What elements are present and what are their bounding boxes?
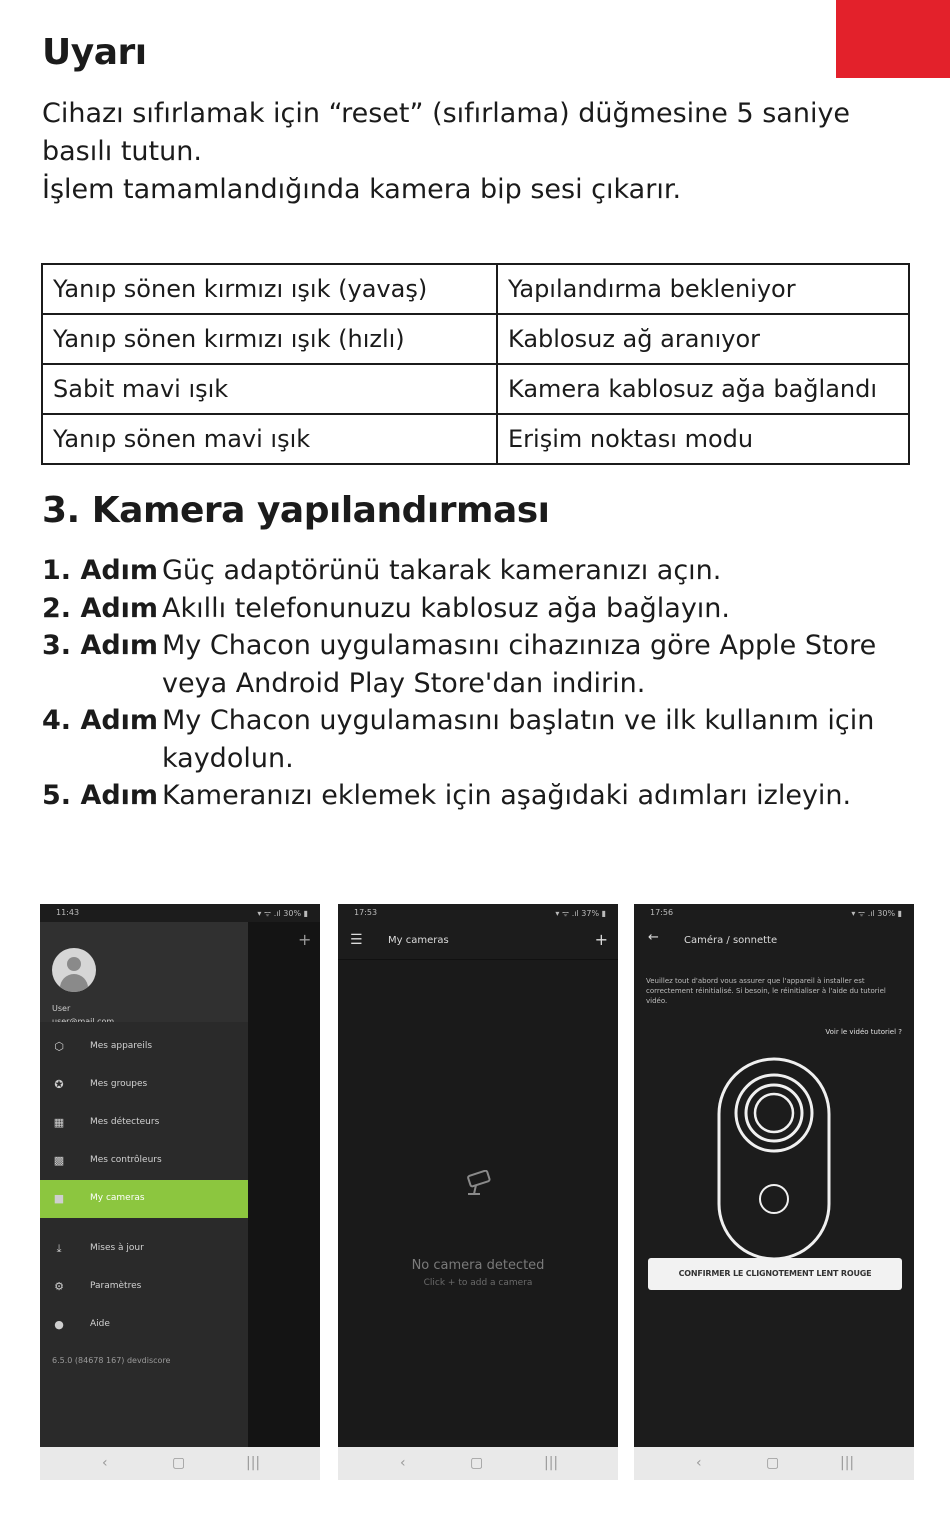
status-bar [40, 904, 320, 922]
steps-list [42, 552, 922, 815]
phone-screenshot-camera-setup [634, 904, 914, 1480]
table-row [42, 414, 909, 464]
detector-icon: ▦ [53, 1116, 65, 1129]
led-meaning-cell: Kablosuz ağ aranıyor [497, 314, 909, 364]
download-icon: ⤓ [56, 1242, 62, 1255]
menu-item-mises-a-jour[interactable] [40, 1230, 248, 1268]
intro-line-2: İşlem tamamlandığında kamera bip sesi çıkarır. [42, 174, 682, 205]
step-text: Güç adaptörünü takarak kameranızı açın. [162, 555, 722, 586]
step-text: Akıllı telefonunuzu kablosuz ağa bağlayın. [162, 592, 731, 624]
step-item [42, 552, 922, 590]
status-icons: ▾ ᯤ .ıl 30% ▮ [257, 909, 308, 918]
help-icon: ● [54, 1318, 64, 1331]
camera-icon: ■ [53, 1192, 65, 1205]
intro-line-1: Cihazı sıfırlamak için “reset” (sıfırlama) düğmesine 5 saniye basılı tutun. [42, 98, 851, 167]
step-label: 5. Adım [42, 780, 159, 811]
led-meaning-cell: Kamera kablosuz ağa bağlandı [497, 364, 909, 414]
android-navbar [40, 1447, 320, 1480]
menu-item-aide[interactable] [40, 1306, 248, 1344]
warning-title: Uyarı [42, 32, 147, 73]
status-icons: ▾ ᯤ .ıl 37% ▮ [555, 909, 606, 918]
table-row [42, 364, 909, 414]
step-text: Kameranızı eklemek için aşağıdaki adımları izleyin. [162, 780, 852, 811]
status-bar [338, 904, 618, 922]
menu-item-label: Mises à jour [90, 1243, 144, 1253]
phone-screenshot-my-cameras [338, 904, 618, 1480]
menu-item-label: Mes détecteurs [90, 1117, 160, 1127]
confirm-slow-red-blink-button[interactable]: CONFIRMER LE CLIGNOTEMENT LENT ROUGE [648, 1258, 902, 1290]
back-nav-icon[interactable]: ‹ [102, 1455, 108, 1471]
menu-item-label: Mes contrôleurs [90, 1155, 162, 1165]
step-label: 2. Adım [42, 592, 159, 624]
avatar [52, 948, 96, 992]
app-bar-title: My cameras [388, 935, 449, 946]
drawer-menu [40, 1022, 248, 1447]
menu-item-mes-appareils[interactable] [40, 1028, 248, 1066]
controller-icon: ▩ [53, 1154, 65, 1167]
led-light-cell: Yanıp sönen mavi ışık [42, 414, 497, 464]
menu-item-label: Aide [90, 1319, 110, 1329]
step-item [42, 590, 922, 628]
menu-item-my-cameras[interactable] [40, 1180, 248, 1218]
back-nav-icon[interactable]: ‹ [696, 1455, 702, 1471]
android-navbar [338, 1447, 618, 1480]
step-label: 1. Adım [42, 555, 159, 586]
led-status-table [41, 263, 910, 465]
doorbell-illustration [716, 1056, 832, 1262]
step-label: 4. Adım [42, 705, 159, 736]
home-nav-icon[interactable]: ▢ [766, 1455, 780, 1471]
step-label: 3. Adım [42, 630, 159, 661]
empty-state-subtitle: Click + to add a camera [423, 1278, 533, 1288]
device-icon: ⬡ [54, 1040, 64, 1053]
empty-state [338, 960, 618, 1447]
android-navbar [634, 1447, 914, 1480]
status-time: 17:53 [354, 908, 378, 917]
home-nav-icon[interactable]: ▢ [470, 1455, 484, 1471]
phone-screenshot-menu [40, 904, 320, 1480]
app-bar [338, 922, 618, 960]
app-version: 6.5.0 (84678 167) devdiscore [52, 1356, 171, 1365]
led-light-cell: Sabit mavi ışık [42, 364, 497, 414]
menu-item-label: My cameras [90, 1193, 145, 1203]
back-nav-icon[interactable]: ‹ [400, 1455, 406, 1471]
table-row [42, 264, 909, 314]
page-corner-tab [836, 0, 950, 78]
home-nav-icon[interactable]: ▢ [172, 1455, 186, 1471]
status-icons: ▾ ᯤ .ıl 30% ▮ [851, 909, 902, 918]
status-bar [634, 904, 914, 922]
video-tutorial-link[interactable]: Voir le vidéo tutoriel ? [825, 1028, 902, 1036]
setup-instructions: Veuillez tout d'abord vous assurer que l'appareil à installer est correctement réinitialisé. Si besoin, le réinitialiser à l'aide du tutoriel vidéo. [646, 977, 886, 1005]
menu-item-mes-detecteurs[interactable] [40, 1104, 248, 1142]
intro-text [42, 95, 912, 209]
menu-item-label: Mes groupes [90, 1079, 148, 1089]
add-camera-icon[interactable]: + [594, 930, 608, 949]
step-text: My Chacon uygulamasını başlatın ve ilk kullanım için kaydolun. [162, 705, 875, 774]
gear-icon: ⚙ [54, 1280, 64, 1293]
groups-icon: ✪ [54, 1078, 64, 1091]
status-time: 17:56 [650, 908, 674, 917]
no-camera-icon [460, 1170, 496, 1200]
drawer-header [40, 922, 248, 1022]
step-item [42, 702, 922, 777]
step-text: My Chacon uygulamasını cihazınıza göre Apple Store veya Android Play Store'dan indirin. [162, 630, 877, 699]
menu-item-label: Paramètres [90, 1281, 142, 1291]
menu-item-parametres[interactable] [40, 1268, 248, 1306]
led-light-cell: Yanıp sönen kırmızı ışık (hızlı) [42, 314, 497, 364]
back-arrow-icon[interactable]: ← [648, 930, 659, 945]
empty-state-title: No camera detected [411, 1258, 545, 1273]
menu-item-mes-groupes[interactable] [40, 1066, 248, 1104]
user-name: User [52, 1004, 71, 1013]
led-meaning-cell: Erişim noktası modu [497, 414, 909, 464]
add-icon[interactable]: + [298, 930, 312, 949]
status-time: 11:43 [56, 908, 80, 917]
section-title: 3. Kamera yapılandırması [42, 490, 550, 531]
menu-item-label: Mes appareils [90, 1041, 153, 1051]
led-light-cell: Yanıp sönen kırmızı ışık (yavaş) [42, 264, 497, 314]
menu-icon[interactable]: ☰ [350, 932, 363, 948]
recent-nav-icon[interactable]: ||| [544, 1455, 559, 1471]
recent-nav-icon[interactable]: ||| [840, 1455, 855, 1471]
recent-nav-icon[interactable]: ||| [246, 1455, 261, 1471]
step-item [42, 627, 922, 702]
app-bar-title: Caméra / sonnette [684, 935, 778, 946]
menu-item-mes-controleurs[interactable] [40, 1142, 248, 1180]
step-item [42, 777, 922, 815]
led-meaning-cell: Yapılandırma bekleniyor [497, 264, 909, 314]
table-row [42, 314, 909, 364]
dimmed-content[interactable] [248, 922, 320, 1447]
